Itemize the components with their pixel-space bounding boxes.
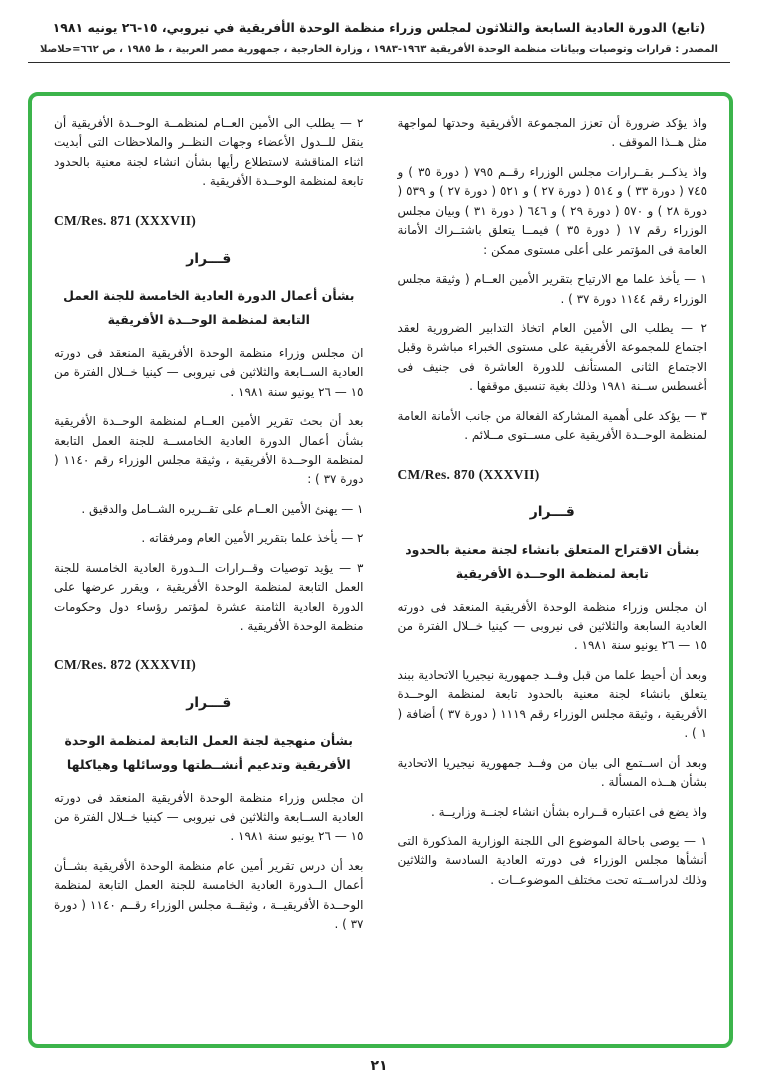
- content-frame: [28, 92, 733, 1048]
- header-rule: [28, 62, 730, 63]
- resolution-title: قـــرار: [529, 504, 575, 521]
- paragraph: ان مجلس وزراء منظمة الوحدة الأفريقية المنعقد فى دورته العادية السابعة والثلاثين فى نيروبى — كينيا خــلال الفترة من ١٥ — ٢٦ يونيو سنة ١٩٨١ .: [397, 599, 707, 653]
- resolution-title: قـــرار: [186, 250, 232, 267]
- paragraph: ان مجلس وزراء منظمة الوحدة الأفريقية المنعقد فى دورته العادية الســابعة والثلاثين فى نيروبى — كينيا خــلال الفترة من ١٥ — ٢٦ يونيو سنة ١٩٨١ .: [54, 790, 364, 844]
- paragraph: ان مجلس وزراء منظمة الوحدة الأفريقية المنعقد فى دورته العادية الســابعة والثلاثين فى نيروبى — كينيا خــلال الفترة من ١٥ — ٢٦ يونيو سنة ١٩٨١ .: [54, 345, 364, 399]
- header-title: (تابع) الدورة العادية السابعة والثلاثون لمجلس وزراء منظمة الوحدة الأفريقية في نيروبي، ١٥-٢٦ يونيه ١٩٨١: [52, 20, 706, 35]
- paragraph: واذ يضع فى اعتباره قــراره بشأن انشاء لجنــة وزاريــة .: [431, 804, 707, 819]
- paragraph: بعد أن بحث تقرير الأمين العــام لمنظمة الوحــدة الأفريقية بشأن أعمال الدورة العادية الخامســة للجنة العمل التابعة لمنظمة الوحــدة الأفريقية ، وثيقة مجلس الوزراء رقم ١١٤٠ ( دورة ٣٧ ) :: [54, 414, 364, 487]
- resolution-ref: CM/Res. 870 (XXXVII): [397, 466, 540, 482]
- resolution-subject: بشأن الاقتراح المتعلق بانشاء لجنة معنية بالحدود تابعة لمنظمة الوحــدة الأفريقية: [405, 542, 700, 581]
- paragraph: ٢ — يأخذ علما بتقرير الأمين العام ومرفقاته .: [141, 531, 364, 546]
- document-header: [18, 20, 740, 63]
- paragraph: ٣ — يؤيد توصيات وقــرارات الــدورة العادية الخامسة للجنة العمل التابعة لمنظمة الوحدة الأفريقية ، ويقرر عرضها على الدورة العادية الثامنة عشرة لمؤتمر رؤساء دول وحكومات منظمة الوحدة الأفريقية .: [54, 560, 364, 634]
- paragraph: ٢ — يطلب الى الأمين العــام لمنظمــة الوحــدة الأفريقية أن ينقل للــدول الأعضاء وجهات النظــر والملاحظات التى أبديت اثناء المناقشة لاستطلاع رأيها بشأن انشاء لجنة معنية بالحدود تابعة لمنظمة الوحــدة الأفريقية .: [54, 116, 364, 189]
- right-column: [398, 114, 708, 1034]
- paragraph: واذ يذكــر بقــرارات مجلس الوزراء رقــم ٧٩٥ ( دورة ٣٥ ) و ٧٤٥ ( دورة ٣٣ ) و ٥١٤ ( دورة ٢٧ ) و ٥٢١ ( دورة ٢٧ ) و ٥٣٩ ( دورة ٢٨ ) و ٥٧٠ ( دورة ٢٩ ) و ٦٤٦ ( دورة ٣١ ) وبيان مجلس الوزراء رقم ١٧ ( دورة ٣٥ ) فيمــا يتعلق باشتــراك الأمانة العامة فى المؤتمر على أعلى مستوى ممكن :: [397, 164, 708, 257]
- paragraph: بعد أن درس تقرير أمين عام منظمة الوحدة الأفريقية بشــأن أعمال الــدورة العادية الخامسة للجنة العمل التابعة لمنظمة الوحــدة الأفريقيــة ، وثيقــة مجلس الوزراء رقــم ١١٤٠ ( دورة ٣٧ ) .: [54, 858, 364, 932]
- columns: [54, 114, 707, 1034]
- paragraph: ١ — يهنئ الأمين العــام على تقــريره الشــامل والدقيق .: [81, 501, 364, 516]
- resolution-subject: بشأن أعمال الدورة العادية الخامسة للجنة العمل التابعة لمنظمة الوحــدة الأفريقية: [63, 288, 355, 328]
- left-column: [54, 114, 364, 1034]
- resolution-title: قـــرار: [186, 695, 232, 712]
- resolution-ref: CM/Res. 872 (XXXVII): [54, 657, 197, 673]
- paragraph: وبعد أن أحيط علما من قبل وفــد جمهورية نيجيريا الاتحادية ببند يتعلق بانشاء لجنة معنية بالحدود تابعة لمنظمة الوحــدة الأفريقية ، وثيقة مجلس الوزراء رقم ١١١٩ ( دورة ٣٧ ) أضافة ( ١ ) .: [397, 667, 707, 741]
- page-number: ٢١: [370, 1058, 388, 1074]
- resolution-ref: CM/Res. 871 (XXXVII): [54, 212, 197, 228]
- paragraph: ١ — يوصى باحالة الموضوع الى اللجنة الوزارية المذكورة التى أنشأها مجلس الوزراء فى دورته العادية السادسة والثلاثين وذلك لدراســته تحت مختلف الموضوعــات .: [397, 833, 707, 887]
- header-source: المصدر : قرارات وتوصيات وبيانات منظمة الوحدة الأفريقية ١٩٦٣-١٩٨٣ ، وزارة الخارجية ، جمهورية مصر العربية ، ط ١٩٨٥ ، ص ٦٦٢=حلاصلا: [40, 44, 718, 55]
- paragraph: وبعد أن اســتمع الى بيان من وفــد جمهورية نيجيريا الاتحادية بشأن هــذه المسألة .: [397, 755, 707, 790]
- resolution-subject: بشأن منهجية لجنة العمل التابعة لمنظمة الوحدة الأفريقية وتدعيم أنشــطتها ووسائلها وهياكلها: [64, 733, 353, 772]
- paragraph: ٣ — يؤكد على أهمية المشاركة الفعالة من جانب الأمانة العامة لمنظمة الوحــدة الأفريقية على مســتوى مــلائم .: [397, 408, 707, 443]
- paragraph: ٢ — يطلب الى الأمين العام اتخاذ التدابير الضرورية لعقد اجتماع للمجموعة الأفريقية على مستوى الخبراء مباشرة وقبل الاجتماع الثانى المستأنف للدورة العاشرة فى جنيف فى أغسطس ســنة ١٩٨١ وذلك بغية تنسيق موقفها .: [397, 320, 707, 394]
- paragraph: ١ — يأخذ علما مع الارتياح بتقرير الأمين العــام ( وثيقة مجلس الوزراء رقم ١١٤٤ دورة ٣٧ ) .: [397, 272, 707, 306]
- paragraph: واذ يؤكد ضرورة أن تعزز المجموعة الأفريقية وحدتها لمواجهة مثل هــذا الموقف .: [397, 116, 707, 150]
